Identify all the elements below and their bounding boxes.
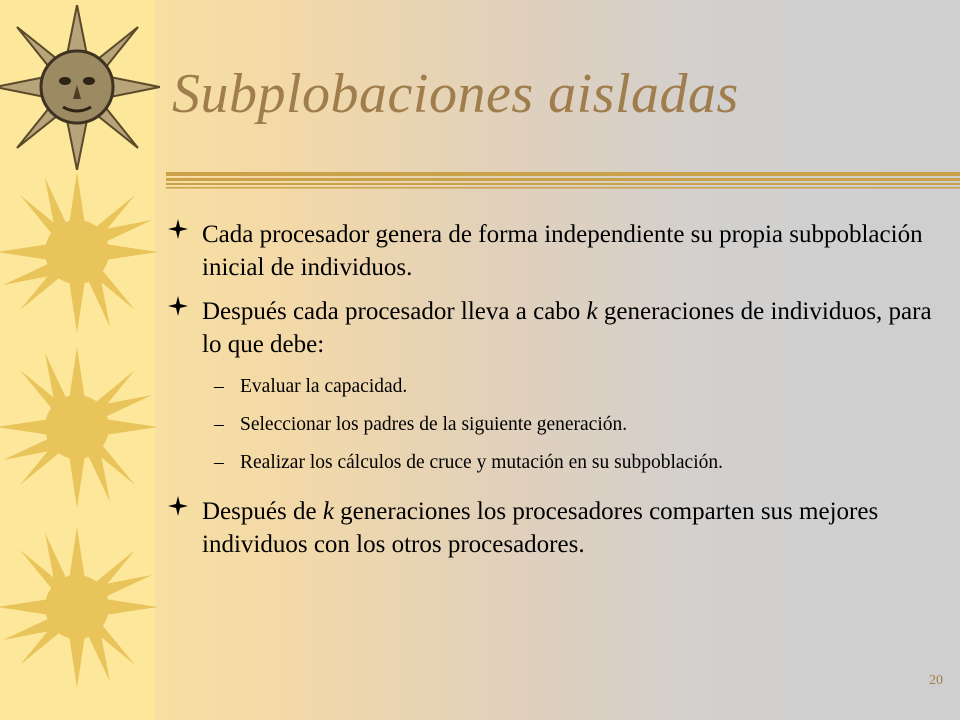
sub-item-text: Evaluar la capacidad. — [240, 376, 408, 397]
slide-title: Subplobaciones aisladas — [172, 63, 739, 125]
sub-item-text: Realizar los cálculos de cruce y mutación en su subpoblación. — [240, 452, 724, 473]
page-number: 20 — [929, 673, 943, 688]
bullet-text-post: generaciones de individuos, para lo que debe: — [202, 298, 932, 358]
bullet-item — [168, 495, 950, 561]
sun-icon — [0, 170, 160, 335]
dash-marker: – — [214, 376, 224, 397]
dash-marker: – — [214, 414, 224, 435]
sub-list — [168, 375, 950, 475]
bullet-list — [168, 218, 950, 572]
variable-k: k — [586, 298, 598, 325]
four-pointed-star-icon — [168, 496, 188, 516]
sub-item — [168, 375, 950, 399]
variable-k: k — [322, 498, 334, 525]
bullet-item — [168, 295, 950, 361]
sun-face-icon — [0, 5, 160, 170]
dash-marker: – — [214, 452, 224, 473]
title-divider — [166, 170, 960, 194]
sub-list-container — [168, 375, 950, 475]
sun-icon — [0, 525, 160, 690]
bullet-text-pre: Después cada procesador lleva a cabo — [202, 298, 587, 325]
sub-item — [168, 413, 950, 437]
bullet-item — [168, 218, 950, 284]
sub-item-text: Seleccionar los padres de la siguiente generación. — [240, 414, 628, 435]
bullet-text-pre: Después de — [202, 498, 323, 525]
sub-item — [168, 451, 950, 475]
bullet-text: Cada procesador genera de forma independiente su propia subpoblación inicial de individuos. — [202, 221, 923, 281]
bullet-text-post: generaciones los procesadores comparten sus mejores individuos con los otros procesadores. — [202, 498, 879, 558]
four-pointed-star-icon — [168, 296, 188, 316]
four-pointed-star-icon — [168, 219, 188, 239]
sun-icon — [0, 345, 160, 510]
